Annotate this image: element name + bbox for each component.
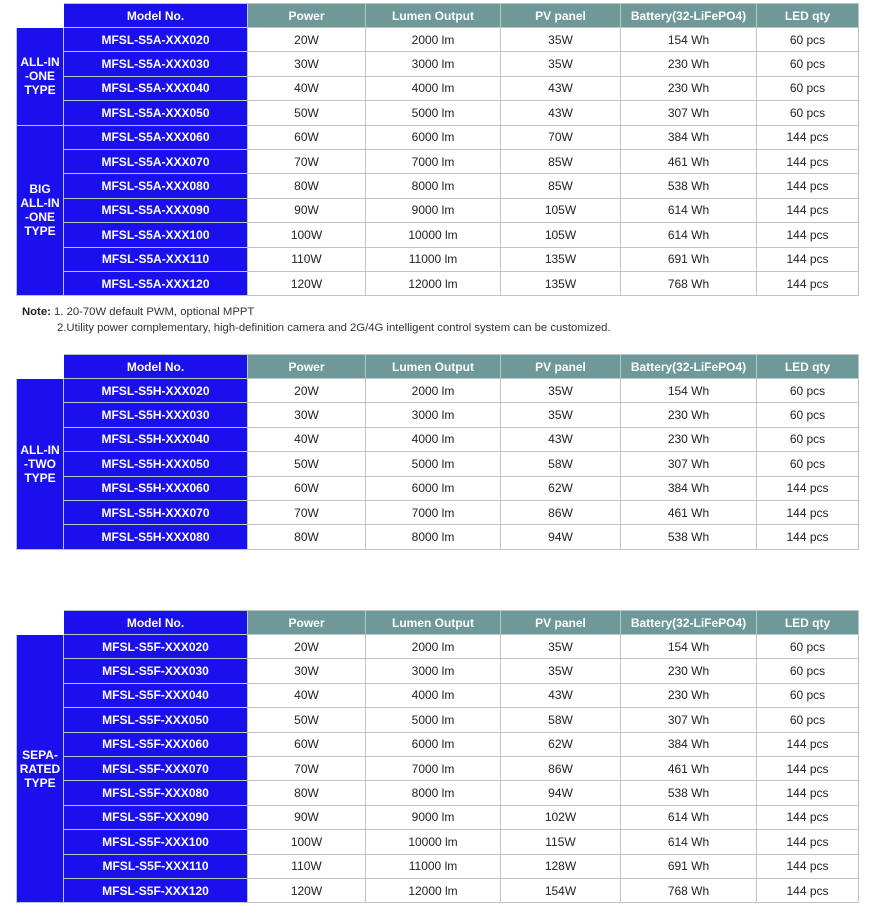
pv-panel-cell: 35W: [501, 52, 621, 76]
lumen-cell: 3000 lm: [366, 52, 501, 76]
lumen-cell: 12000 lm: [366, 878, 501, 902]
lumen-cell: 3000 lm: [366, 659, 501, 683]
table-row: [17, 500, 859, 524]
battery-cell: 230 Wh: [621, 427, 757, 451]
led-qty-cell: 144 pcs: [757, 198, 859, 222]
model-no-cell: MFSL-S5A-XXX070: [64, 149, 248, 173]
model-no-cell: MFSL-S5F-XXX020: [64, 635, 248, 659]
lumen-cell: 2000 lm: [366, 28, 501, 52]
pv-panel-cell: 128W: [501, 854, 621, 878]
lumen-cell: 9000 lm: [366, 198, 501, 222]
battery-cell: 307 Wh: [621, 101, 757, 125]
group-label-line: TYPE: [24, 775, 56, 790]
pv-panel-cell: 43W: [501, 76, 621, 100]
pv-panel-cell: 115W: [501, 830, 621, 854]
pv-panel-cell: 94W: [501, 525, 621, 549]
pv-panel-cell: 43W: [501, 101, 621, 125]
lumen-cell: 7000 lm: [366, 500, 501, 524]
table-row: [17, 149, 859, 173]
power-cell: 80W: [248, 781, 366, 805]
battery-cell: 307 Wh: [621, 708, 757, 732]
led-qty-cell: 60 pcs: [757, 635, 859, 659]
model-no-cell: MFSL-S5H-XXX030: [64, 403, 248, 427]
led-qty-cell: 144 pcs: [757, 878, 859, 902]
model-no-cell: MFSL-S5F-XXX030: [64, 659, 248, 683]
table-row: [17, 854, 859, 878]
header-pv: PV panel: [501, 355, 621, 379]
led-qty-cell: 144 pcs: [757, 781, 859, 805]
table-row: [17, 28, 859, 52]
battery-cell: 154 Wh: [621, 635, 757, 659]
model-no-cell: MFSL-S5H-XXX080: [64, 525, 248, 549]
table-row: [17, 379, 859, 403]
lumen-cell: 3000 lm: [366, 403, 501, 427]
table-row: [17, 403, 859, 427]
lumen-cell: 8000 lm: [366, 174, 501, 198]
note-block: [22, 304, 611, 336]
led-qty-cell: 144 pcs: [757, 476, 859, 500]
battery-cell: 307 Wh: [621, 452, 757, 476]
pv-panel-cell: 86W: [501, 500, 621, 524]
pv-panel-cell: 94W: [501, 781, 621, 805]
header-led: LED qty: [757, 611, 859, 635]
led-qty-cell: 144 pcs: [757, 525, 859, 549]
led-qty-cell: 60 pcs: [757, 683, 859, 707]
led-qty-cell: 60 pcs: [757, 101, 859, 125]
table-row: [17, 247, 859, 271]
power-cell: 100W: [248, 830, 366, 854]
pv-panel-cell: 105W: [501, 198, 621, 222]
lumen-cell: 9000 lm: [366, 805, 501, 829]
lumen-cell: 6000 lm: [366, 125, 501, 149]
lumen-cell: 8000 lm: [366, 525, 501, 549]
led-qty-cell: 60 pcs: [757, 403, 859, 427]
model-no-cell: MFSL-S5A-XXX050: [64, 101, 248, 125]
header-corner: [17, 611, 64, 635]
model-no-cell: MFSL-S5F-XXX070: [64, 756, 248, 780]
power-cell: 80W: [248, 174, 366, 198]
model-no-cell: MFSL-S5A-XXX090: [64, 198, 248, 222]
header-power: Power: [248, 4, 366, 28]
group-label-line: -TWO: [24, 456, 56, 471]
header-lumen: Lumen Output: [366, 355, 501, 379]
group-label-line: ALL-IN: [20, 55, 60, 70]
model-no-cell: MFSL-S5F-XXX060: [64, 732, 248, 756]
group-label-line: TYPE: [24, 224, 56, 239]
led-qty-cell: 144 pcs: [757, 149, 859, 173]
battery-cell: 461 Wh: [621, 149, 757, 173]
pv-panel-cell: 154W: [501, 878, 621, 902]
led-qty-cell: 60 pcs: [757, 52, 859, 76]
group-label: [17, 379, 64, 550]
group-label-line: SEPA-: [22, 747, 58, 762]
pv-panel-cell: 135W: [501, 247, 621, 271]
led-qty-cell: 144 pcs: [757, 854, 859, 878]
header-row: [17, 355, 859, 379]
lumen-cell: 7000 lm: [366, 756, 501, 780]
table-row: [17, 223, 859, 247]
table-row: [17, 476, 859, 500]
power-cell: 90W: [248, 805, 366, 829]
model-no-cell: MFSL-S5F-XXX040: [64, 683, 248, 707]
lumen-cell: 5000 lm: [366, 452, 501, 476]
lumen-cell: 10000 lm: [366, 223, 501, 247]
table-row: [17, 683, 859, 707]
led-qty-cell: 144 pcs: [757, 732, 859, 756]
table-row: [17, 76, 859, 100]
header-battery: Battery(32-LiFePO4): [621, 4, 757, 28]
lumen-cell: 6000 lm: [366, 476, 501, 500]
battery-cell: 154 Wh: [621, 28, 757, 52]
model-no-cell: MFSL-S5F-XXX050: [64, 708, 248, 732]
group-label: [17, 125, 64, 296]
power-cell: 60W: [248, 476, 366, 500]
model-no-cell: MFSL-S5F-XXX090: [64, 805, 248, 829]
header-pv: PV panel: [501, 611, 621, 635]
pv-panel-cell: 102W: [501, 805, 621, 829]
battery-cell: 230 Wh: [621, 403, 757, 427]
table-row: [17, 805, 859, 829]
group-label-line: TYPE: [24, 470, 56, 485]
table-row: [17, 732, 859, 756]
model-no-cell: MFSL-S5A-XXX020: [64, 28, 248, 52]
power-cell: 70W: [248, 149, 366, 173]
group-label-line: TYPE: [24, 83, 56, 98]
lumen-cell: 5000 lm: [366, 708, 501, 732]
led-qty-cell: 144 pcs: [757, 125, 859, 149]
table-row: [17, 878, 859, 902]
note-line-1: 1. 20-70W default PWM, optional MPPT: [54, 306, 255, 318]
header-pv: PV panel: [501, 4, 621, 28]
power-cell: 100W: [248, 223, 366, 247]
group-label: [17, 635, 64, 903]
group-label-line: ALL-IN: [20, 442, 60, 457]
pv-panel-cell: 35W: [501, 379, 621, 403]
battery-cell: 538 Wh: [621, 781, 757, 805]
header-row: [17, 611, 859, 635]
power-cell: 30W: [248, 403, 366, 427]
battery-cell: 768 Wh: [621, 271, 757, 295]
battery-cell: 384 Wh: [621, 125, 757, 149]
header-model: Model No.: [64, 4, 248, 28]
model-no-cell: MFSL-S5H-XXX020: [64, 379, 248, 403]
table-row: [17, 659, 859, 683]
header-lumen: Lumen Output: [366, 611, 501, 635]
battery-cell: 461 Wh: [621, 756, 757, 780]
lumen-cell: 5000 lm: [366, 101, 501, 125]
power-cell: 70W: [248, 756, 366, 780]
model-no-cell: MFSL-S5A-XXX040: [64, 76, 248, 100]
table-row: [17, 635, 859, 659]
power-cell: 40W: [248, 427, 366, 451]
pv-panel-cell: 105W: [501, 223, 621, 247]
pv-panel-cell: 85W: [501, 149, 621, 173]
power-cell: 70W: [248, 500, 366, 524]
pv-panel-cell: 85W: [501, 174, 621, 198]
led-qty-cell: 60 pcs: [757, 659, 859, 683]
spec-table-s5h: [16, 354, 859, 550]
group-label-line: ALL-IN: [20, 196, 60, 211]
table-row: [17, 174, 859, 198]
led-qty-cell: 60 pcs: [757, 708, 859, 732]
power-cell: 120W: [248, 271, 366, 295]
model-no-cell: MFSL-S5F-XXX110: [64, 854, 248, 878]
pv-panel-cell: 135W: [501, 271, 621, 295]
model-no-cell: MFSL-S5F-XXX080: [64, 781, 248, 805]
model-no-cell: MFSL-S5A-XXX030: [64, 52, 248, 76]
led-qty-cell: 144 pcs: [757, 500, 859, 524]
model-no-cell: MFSL-S5F-XXX100: [64, 830, 248, 854]
group-label-line: -ONE: [25, 210, 55, 225]
lumen-cell: 4000 lm: [366, 427, 501, 451]
pv-panel-cell: 62W: [501, 732, 621, 756]
lumen-cell: 4000 lm: [366, 683, 501, 707]
battery-cell: 154 Wh: [621, 379, 757, 403]
pv-panel-cell: 62W: [501, 476, 621, 500]
header-led: LED qty: [757, 4, 859, 28]
power-cell: 110W: [248, 247, 366, 271]
power-cell: 40W: [248, 683, 366, 707]
table-row: [17, 830, 859, 854]
table-row: [17, 781, 859, 805]
pv-panel-cell: 35W: [501, 403, 621, 427]
battery-cell: 768 Wh: [621, 878, 757, 902]
led-qty-cell: 60 pcs: [757, 427, 859, 451]
battery-cell: 614 Wh: [621, 830, 757, 854]
lumen-cell: 12000 lm: [366, 271, 501, 295]
model-no-cell: MFSL-S5A-XXX060: [64, 125, 248, 149]
header-corner: [17, 355, 64, 379]
battery-cell: 384 Wh: [621, 732, 757, 756]
header-power: Power: [248, 355, 366, 379]
power-cell: 20W: [248, 28, 366, 52]
pv-panel-cell: 35W: [501, 659, 621, 683]
model-no-cell: MFSL-S5H-XXX070: [64, 500, 248, 524]
header-lumen: Lumen Output: [366, 4, 501, 28]
spec-table-s5f: [16, 610, 859, 903]
table-row: [17, 525, 859, 549]
table-row: [17, 756, 859, 780]
led-qty-cell: 144 pcs: [757, 805, 859, 829]
battery-cell: 230 Wh: [621, 52, 757, 76]
power-cell: 50W: [248, 101, 366, 125]
header-row: [17, 4, 859, 28]
header-model: Model No.: [64, 611, 248, 635]
table-row: [17, 452, 859, 476]
lumen-cell: 7000 lm: [366, 149, 501, 173]
led-qty-cell: 144 pcs: [757, 271, 859, 295]
table-row: [17, 52, 859, 76]
lumen-cell: 10000 lm: [366, 830, 501, 854]
header-model: Model No.: [64, 355, 248, 379]
battery-cell: 461 Wh: [621, 500, 757, 524]
lumen-cell: 11000 lm: [366, 247, 501, 271]
power-cell: 80W: [248, 525, 366, 549]
battery-cell: 230 Wh: [621, 76, 757, 100]
lumen-cell: 2000 lm: [366, 635, 501, 659]
led-qty-cell: 144 pcs: [757, 223, 859, 247]
led-qty-cell: 144 pcs: [757, 830, 859, 854]
power-cell: 30W: [248, 52, 366, 76]
model-no-cell: MFSL-S5A-XXX110: [64, 247, 248, 271]
battery-cell: 384 Wh: [621, 476, 757, 500]
power-cell: 30W: [248, 659, 366, 683]
header-corner: [17, 4, 64, 28]
battery-cell: 614 Wh: [621, 223, 757, 247]
table-row: [17, 271, 859, 295]
model-no-cell: MFSL-S5A-XXX120: [64, 271, 248, 295]
header-battery: Battery(32-LiFePO4): [621, 355, 757, 379]
lumen-cell: 4000 lm: [366, 76, 501, 100]
lumen-cell: 2000 lm: [366, 379, 501, 403]
note-label: Note:: [22, 306, 51, 318]
model-no-cell: MFSL-S5A-XXX080: [64, 174, 248, 198]
pv-panel-cell: 86W: [501, 756, 621, 780]
power-cell: 60W: [248, 732, 366, 756]
battery-cell: 691 Wh: [621, 854, 757, 878]
led-qty-cell: 144 pcs: [757, 174, 859, 198]
lumen-cell: 6000 lm: [366, 732, 501, 756]
power-cell: 120W: [248, 878, 366, 902]
battery-cell: 538 Wh: [621, 525, 757, 549]
power-cell: 40W: [248, 76, 366, 100]
spec-table-s5a: [16, 3, 859, 296]
led-qty-cell: 144 pcs: [757, 247, 859, 271]
battery-cell: 614 Wh: [621, 198, 757, 222]
table-row: [17, 101, 859, 125]
pv-panel-cell: 43W: [501, 683, 621, 707]
battery-cell: 691 Wh: [621, 247, 757, 271]
battery-cell: 538 Wh: [621, 174, 757, 198]
power-cell: 20W: [248, 635, 366, 659]
led-qty-cell: 60 pcs: [757, 28, 859, 52]
header-power: Power: [248, 611, 366, 635]
group-label-line: -ONE: [25, 69, 55, 84]
model-no-cell: MFSL-S5H-XXX040: [64, 427, 248, 451]
led-qty-cell: 60 pcs: [757, 76, 859, 100]
pv-panel-cell: 70W: [501, 125, 621, 149]
header-led: LED qty: [757, 355, 859, 379]
table-row: [17, 708, 859, 732]
power-cell: 110W: [248, 854, 366, 878]
table-row: [17, 427, 859, 451]
battery-cell: 614 Wh: [621, 805, 757, 829]
group-label: [17, 28, 64, 126]
pv-panel-cell: 43W: [501, 427, 621, 451]
model-no-cell: MFSL-S5H-XXX050: [64, 452, 248, 476]
table-row: [17, 198, 859, 222]
header-battery: Battery(32-LiFePO4): [621, 611, 757, 635]
lumen-cell: 11000 lm: [366, 854, 501, 878]
power-cell: 20W: [248, 379, 366, 403]
power-cell: 90W: [248, 198, 366, 222]
pv-panel-cell: 35W: [501, 635, 621, 659]
pv-panel-cell: 35W: [501, 28, 621, 52]
power-cell: 50W: [248, 452, 366, 476]
lumen-cell: 8000 lm: [366, 781, 501, 805]
group-label-line: BIG: [29, 182, 51, 197]
model-no-cell: MFSL-S5F-XXX120: [64, 878, 248, 902]
pv-panel-cell: 58W: [501, 452, 621, 476]
pv-panel-cell: 58W: [501, 708, 621, 732]
model-no-cell: MFSL-S5H-XXX060: [64, 476, 248, 500]
led-qty-cell: 60 pcs: [757, 379, 859, 403]
power-cell: 50W: [248, 708, 366, 732]
table-row: [17, 125, 859, 149]
note-line-2: 2.Utility power complementary, high-definition camera and 2G/4G intelligent control system can be customized.: [57, 322, 611, 334]
power-cell: 60W: [248, 125, 366, 149]
group-label-line: RATED: [19, 761, 61, 776]
model-no-cell: MFSL-S5A-XXX100: [64, 223, 248, 247]
battery-cell: 230 Wh: [621, 683, 757, 707]
led-qty-cell: 144 pcs: [757, 756, 859, 780]
battery-cell: 230 Wh: [621, 659, 757, 683]
led-qty-cell: 60 pcs: [757, 452, 859, 476]
